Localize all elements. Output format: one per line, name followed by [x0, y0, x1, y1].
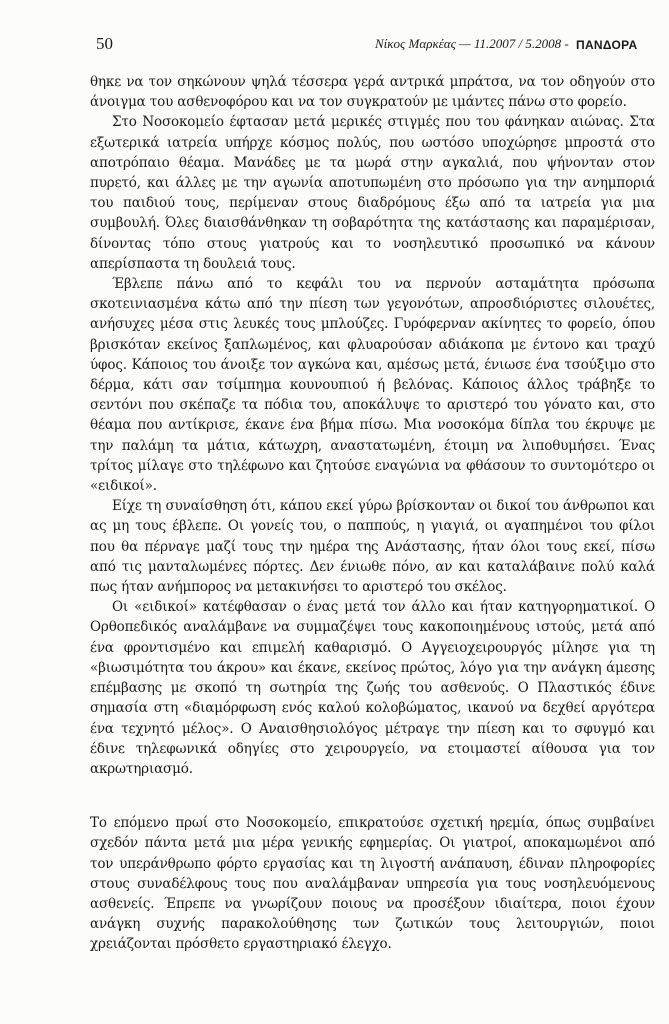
paragraph: Στο Νοσοκομείο έφτασαν μετά μερικές στιγμές που του φάνηκαν αιώνας. Στα εξωτερικά ιατρεία υπήρχε κόσμος πολύς, που ωστόσο υποχώρησε μπροστά στο αποτρόπαιο θέαμα. Μανάδες με τα μωρά στην αγκαλιά, που ψήνονταν στον πυρετό, και άλλες με την αγωνία αποτυπωμένη στο πρόσωπο για την ανημποριά του παιδιού τους, περίμεναν στους διαδρόμους έξω από τα ιατρεία για μια συμβουλή. Όλες διαισθάνθηκαν τη σοβαρότητα της κατάστασης και παραμέρισαν, δίνοντας τόπο στους γιατρούς και το νοσηλευτικό προσωπικό να κάνουν απερίσπαστα τη δουλειά τους. [90, 114, 655, 272]
body-text [90, 72, 655, 955]
page-header [92, 34, 652, 56]
paragraph: Το επόμενο πρωί στο Νοσοκομείο, επικρατούσε σχετική ηρεμία, όπως συμβαίνει σχεδόν πάντα μετά μια μέρα γενικής εφημερίας. Οι γιατροί, αποκαμωμένοι από τον υπεράνθρωπο φόρτο εργασίας και τη λιγοστή ανάπαυση, έδιναν πληροφορίες στους συναδέλφους τους που αναλάμβαναν υπηρεσία για τους νοσηλευόμενους ασθενείς. Έπρεπε να γνωρίζουν ποιους να προσέξουν ιδιαίτερα, ποιοι έχουν ανάγκη συχνής παρακολούθησης των ζωτικών τους λειτουργιών, ποιοι χρειάζονται πρόσθετο εργαστηριακό έλεγχο. [90, 815, 655, 953]
paragraph: Είχε τη συναίσθηση ότι, κάπου εκεί γύρω βρίσκονταν οι δικοί του άνθρωποι και ας μη τους έβλεπε. Οι γονείς του, ο παππούς, η γιαγιά, οι αγαπημένοι του φίλοι που θα πέρναγε μαζί τους την ημέρα της Ανάστασης, ήταν όλοι τους εκεί, πίσω από τις μανταλωμένες πόρτες. Δεν ένιωθε πόνο, αν και καταλάβαινε πολύ καλά πως ήταν ανήμπορος να μετακινήσει το αριστερό του σκέλος. [90, 498, 655, 596]
page-number: 50 [96, 34, 113, 53]
running-head: Νίκος Μαρκέας — 11.2007 / 5.2008 - [375, 36, 569, 51]
paragraph: Οι «ειδικοί» κατέφθασαν ο ένας μετά τον άλλο και ήταν κατηγορηματικοί. Ο Ορθοπεδικός αναλάμβανε να συμμαζέψει τους κακοποιημένους ιστούς, μετά από ένα φροντισμένο και επιμελή καθαρισμό. Ο Αγγειοχειρουργός μίλησε για τη «βιωσιμότητα του άκρου» και έκανε, εκείνος πρώτος, λόγο για την ανάγκη άμεσης επέμβασης με σκοπό τη σωτηρία της ζωής του ασθενούς. Ο Πλαστικός έδινε σημασία στη «διαμόρφωση ενός καλού κολοβώματος, ικανού να δεχθεί αργότερα ένα τεχνητό μέλος». Ο Αναισθησιολόγος μέτραγε την πίεση και το σφυγμό και έδινε τηλεφωνικά οδηγίες στο χειρουργείο, να ετοιμαστεί αίθουσα για τον ακρωτηριασμό. [90, 599, 655, 777]
paragraph: Έβλεπε πάνω από το κεφάλι του να περνούν ασταμάτητα πρόσωπα σκοτεινιασμένα κάτω από την πίεση των γεγονότων, απροσδιόριστες σιλουέτες, ανήσυχες μέσα στις λευκές τους μπλούζες. Γυρόφερναν ακίνητες το φορείο, όπου βρισκόταν εκείνος ξαπλωμένος, και φλυαρούσαν αδιάκοπα με έντονο και τραχύ ύφος. Κάποιος του άνοιξε τον αγκώνα και, αμέσως μετά, ένιωσε ένα τσούξιμο στο δέρμα, κάτι σαν τσίμπημα κουνουπιού ή βελόνας. Κάποιος άλλος τράβηξε το σεντόνι που σκέπαζε τα πόδια του, αποκάλυψε το αριστερό του γόνατο και, στο θέαμα που αντίκρισε, έκανε ένα βήμα πίσω. Μια νοσοκόμα δίπλα του έκρυψε με την παλάμη τα μάτια, κάτωχρη, αναστατωμένη, έτοιμη να λιποθυμήσει. Ένας τρίτος μίλαγε στο τηλέφωνο και ζητούσε εναγώνια να φθάσουν το συντομότερο οι «ειδικοί». [90, 276, 655, 495]
publisher-logo: ΠΑΝΔΟΡΑ [576, 38, 638, 52]
paragraph: θηκε να τον σηκώνουν ψηλά τέσσερα γερά αντρικά μπράτσα, να τον οδηγούν στο άνοιγμα του ασθενοφόρου και να τον συγκρατούν με ιμάντες πάνω στο φορείο. [90, 74, 655, 111]
